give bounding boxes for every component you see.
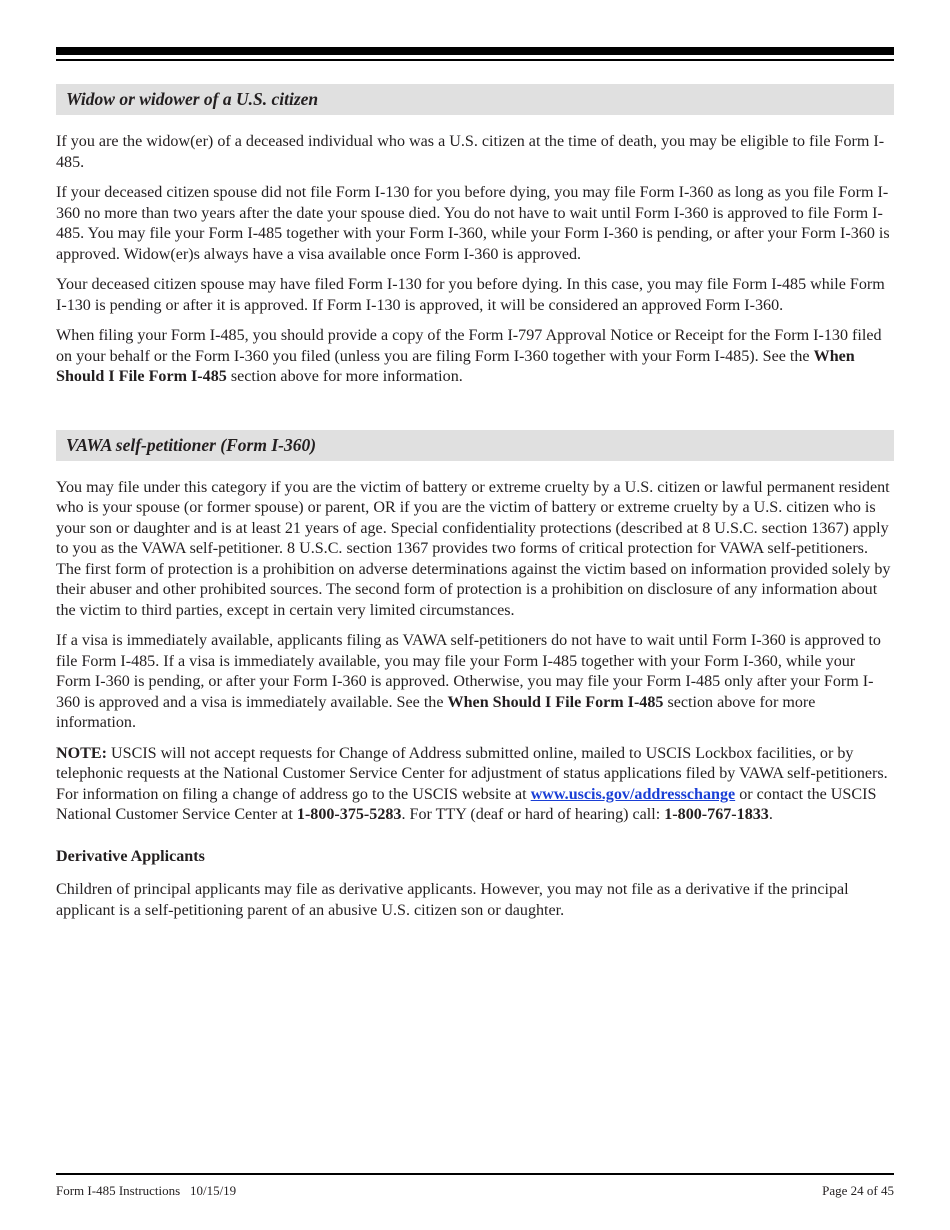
top-rule-thick xyxy=(56,47,894,55)
note-label: NOTE: xyxy=(56,744,107,762)
note-text-2: or contact the USCIS National Customer Service Center at xyxy=(56,785,877,823)
footer-form-info: Form I-485 Instructions 10/15/19 xyxy=(56,1183,237,1198)
note-text-1: USCIS will not accept requests for Change of Address submitted online, mailed to USCIS Lockbox facilities, or by telephonic requests at the National Customer Service Center for adjustment of status applications filed by VAWA self-petitioners. For information on filing a change of address go to the USCIS website at xyxy=(56,744,888,803)
section-title-vawa: VAWA self-petitioner (Form I-360) xyxy=(66,434,317,455)
vawa-paragraph-2 xyxy=(56,631,894,734)
section-title-widow: Widow or widower of a U.S. citizen xyxy=(66,89,319,109)
page-content xyxy=(56,84,894,921)
widow-paragraph-4 xyxy=(56,326,894,388)
ncsc-phone: 1-800-375-5283 xyxy=(296,806,402,823)
footer-page-number: Page 24 of 45 xyxy=(822,1183,894,1198)
widow-paragraph-2: If your deceased citizen spouse did not file Form I-130 for you before dying, you may file Form I-360 as long as you file Form I-360 no more than two years after the date your spouse died. You do not have to wait until Form I-360 is approved to file Form I-485. You may file your Form I-485 together with your Form I-360, while your Form I-360 is pending, or after your Form I-360 is approved. Widow(er)s always have a visa available once Form I-360 is approved. xyxy=(56,184,890,263)
top-rule-thin xyxy=(56,59,894,61)
widow-paragraph-1: If you are the widow(er) of a deceased individual who was a U.S. citizen at the time of death, you may be eligible to file Form I-485. xyxy=(56,133,885,171)
section-header-vawa xyxy=(56,430,894,461)
widow-p4-text: When filing your Form I-485, you should provide a copy of the Form I-797 Approval Notice or Receipt for the Form I-130 filed on your behalf or the Form I-360 you filed (unless you are filing Form I-360 together with your Form I-485). See the xyxy=(56,327,882,365)
note-text-4: . xyxy=(768,806,773,823)
derivative-heading: Derivative Applicants xyxy=(56,847,205,865)
section-header-widow xyxy=(56,84,894,115)
tty-phone: 1-800-767-1833 xyxy=(664,806,769,823)
page-footer xyxy=(56,1183,894,1199)
note-text-3: . For TTY (deaf or hard of hearing) call: xyxy=(401,806,665,823)
vawa-note xyxy=(56,744,894,826)
address-change-link[interactable]: www.uscis.gov/addresschange xyxy=(530,785,736,803)
vawa-paragraph-1: You may file under this category if you are the victim of battery or extreme cruelty by a U.S. citizen or lawful permanent resident who is your spouse (or former spouse) or parent, OR if you are the victim of battery or extreme cruelty by a U.S. citizen who is your son or daughter and is at least 21 years of age. Special confidentiality protections (described at 8 U.S.C. section 1367) apply to you as the VAWA self-petitioner. 8 U.S.C. section 1367 provides two forms of critical protection for VAWA self-petitioners. The first form of protection is a prohibition on adverse determinations against the victim based on information provided solely by their abuser and other prohibited sources. The second form of protection is a prohibition on disclosure of any information about the victim to third parties, except in certain very limited circumstances. xyxy=(56,478,891,619)
widow-p4-tail: section above for more information. xyxy=(226,368,463,385)
widow-paragraph-3: Your deceased citizen spouse may have filed Form I-130 for you before dying. In this case, you may file Form I-485 while Form I-130 is pending or after it is approved. If Form I-130 is approved, it will be considered an approved Form I-360. xyxy=(56,276,885,314)
widow-p4-bold: When Should I File Form I-485 xyxy=(56,347,855,385)
vawa-p2-tail: section above for more information. xyxy=(56,693,816,731)
derivative-paragraph: Children of principal applicants may file as derivative applicants. However, you may not file as a derivative if the principal applicant is a self-petitioning parent of an abusive U.S. citizen son or daughter. xyxy=(56,881,849,919)
vawa-p2-bold: When Should I File Form I-485 xyxy=(447,693,664,711)
footer-rule xyxy=(56,1173,894,1175)
vawa-p2-text: If a visa is immediately available, applicants filing as VAWA self-petitioners do not have to wait until Form I-360 is approved to file Form I-485. If a visa is immediately available, you may file your Form I-485 together with your Form I-360, while your Form I-360 is pending, or after your Form I-360 is approved. Otherwise, you may file your Form I-485 only after your Form I-360 is approved and a visa is immediately available. See the xyxy=(56,632,881,711)
